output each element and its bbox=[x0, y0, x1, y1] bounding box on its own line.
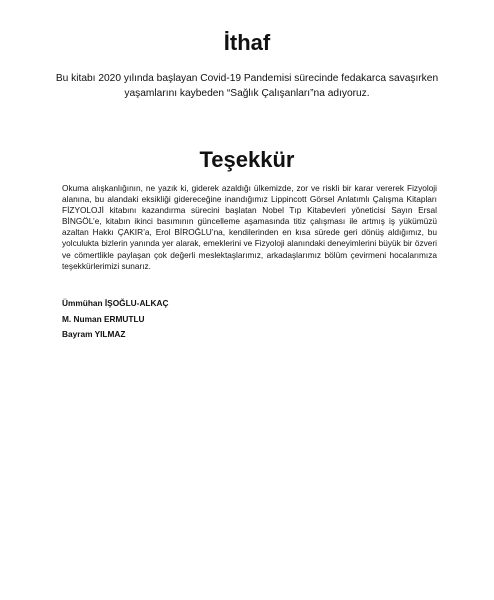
author-name: M. Numan ERMUTLU bbox=[62, 313, 145, 324]
dedication-text: Bu kitabı 2020 yılında başlayan Covid-19 Pandemisi sürecinde fedakarca savaşırken yaşamlarını kaybeden “Sağlık Çalışanları”na adıyoruz. bbox=[55, 73, 439, 99]
acknowledgements-title: Teşekkür bbox=[199, 147, 295, 172]
acknowledgements-text: Okuma alışkanlığının, ne yazık ki, giderek azaldığı ülkemizde, zor ve riskli bir karar vererek Fizyoloji alanına, bu alandaki eksikliği gidereceğine inandığımız Lippincott Görsel Anlatımlı Çalışma Kitapları FİZYOLOJİ kitabını kazandırma sürecini başlatan Nobel Tıp Kitabevleri yöneticisi Sayın Ersal BİNGÖL’e, kitabın ikinci basımının güncelleme aşamasında titiz çalışması ile artmış iş yükümüzü azaltan Hakkı ÇAKIR’a, Erol BİROĞLU’na, kendilerinden en kısa sürede geri dönüş aldığımız, bu yolculukta bizlerin yanında yer alarak, emeklerini ve Fizyoloji alanındaki deneyimlerini büyük bir özveri ve cömertlikle paylaşan çok değerli meslektaşlarımız, arkadaşlarımız bölüm çevirmeni hocalarımıza teşekkürlerimizi sunarız. bbox=[62, 183, 437, 271]
dedication-title: İthaf bbox=[223, 30, 271, 55]
author-name: Ümmühan İŞOĞLU-ALKAÇ bbox=[62, 298, 169, 308]
author-list bbox=[62, 296, 168, 343]
author-name: Bayram YILMAZ bbox=[62, 329, 126, 339]
